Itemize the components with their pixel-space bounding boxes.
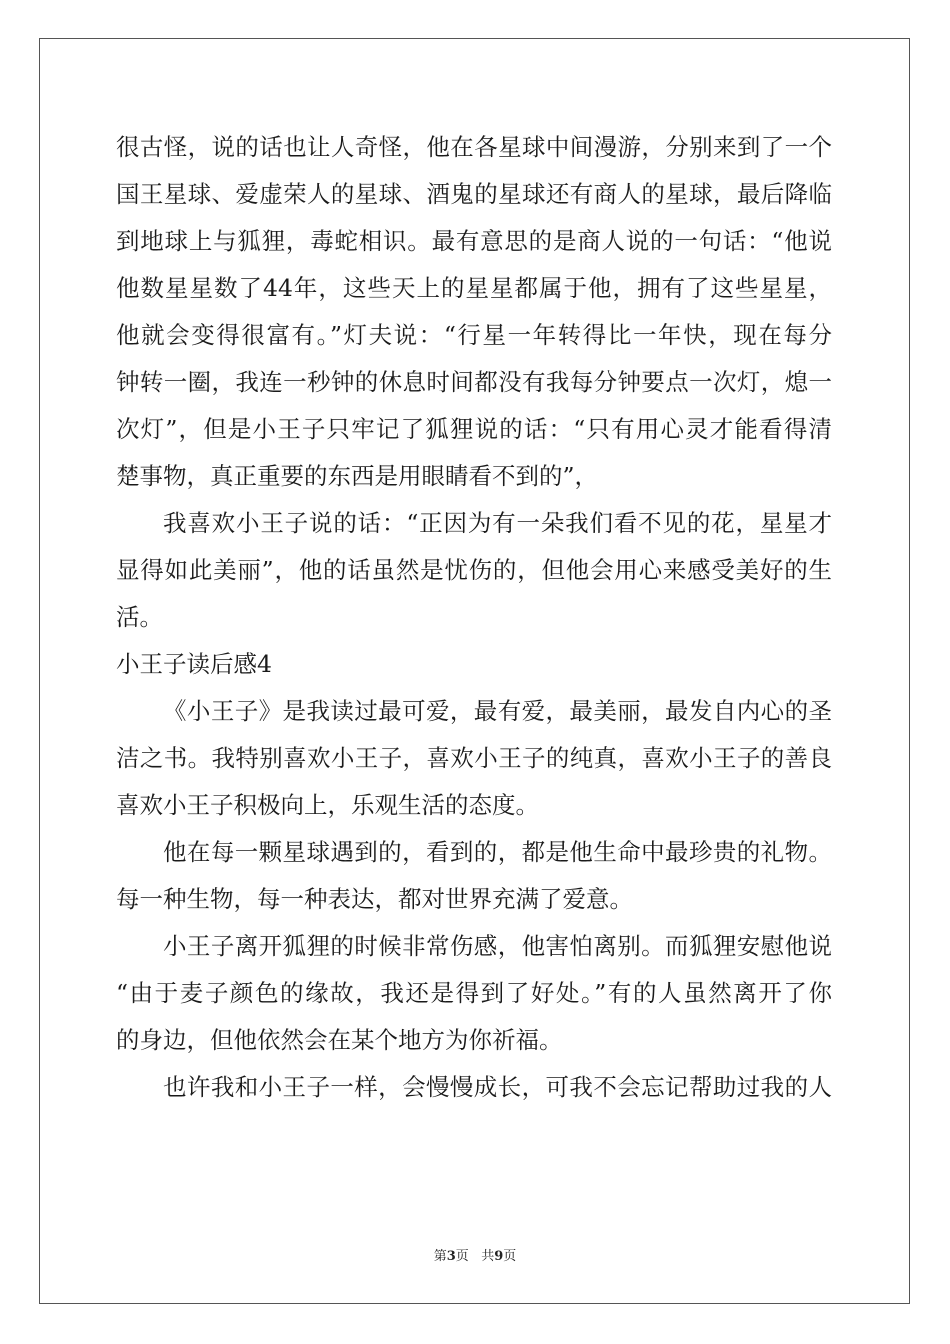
text-line: 显得如此美丽”，他的话虽然是忧伤的，但他会用心来感受美好的生 — [116, 556, 832, 584]
text-line: 次灯”，但是小王子只牢记了狐狸说的话：“只有用心灵才能看得清 — [116, 415, 832, 443]
text-line: 的身边，但他依然会在某个地方为你祈福。 — [116, 1026, 563, 1054]
text-line: 他在每一颗星球遇到的，看到的，都是他生命中最珍贵的礼物。 — [163, 838, 832, 866]
page-current: 3 — [446, 1249, 456, 1264]
text-line: 他数星星数了44年，这些天上的星星都属于他，拥有了这些星星， — [116, 274, 832, 302]
text-line: “由于麦子颜色的缘故，我还是得到了好处。”有的人虽然离开了你 — [116, 979, 832, 1007]
text-line: 我喜欢小王子说的话：“正因为有一朵我们看不见的花，星星才 — [163, 509, 832, 537]
text-line: 洁之书。我特别喜欢小王子，喜欢小王子的纯真，喜欢小王子的善良 — [116, 744, 832, 772]
section-heading: 小王子读后感4 — [116, 650, 272, 678]
text-line: 楚事物，真正重要的东西是用眼睛看不到的”， — [116, 462, 599, 490]
page-suffix: 页 — [455, 1249, 469, 1264]
document-body — [116, 124, 832, 1111]
text-line: 很古怪，说的话也让人奇怪，他在各星球中间漫游，分别来到了一个 — [116, 133, 832, 161]
text-line: 钟转一圈，我连一秒钟的休息时间都没有我每分钟要点一次灯，熄一 — [116, 368, 832, 396]
text-line: 每一种生物，每一种表达，都对世界充满了爱意。 — [116, 885, 633, 913]
text-line: 他就会变得很富有。”灯夫说：“行星一年转得比一年快，现在每分 — [116, 321, 832, 349]
page-prefix: 第 — [433, 1249, 447, 1264]
text-line: 国王星球、爱虚荣人的星球、酒鬼的星球还有商人的星球，最后降临 — [116, 180, 832, 208]
text-line: 到地球上与狐狸，毒蛇相识。最有意思的是商人说的一句话：“他说 — [116, 227, 832, 255]
text-line: 也许我和小王子一样，会慢慢成长，可我不会忘记帮助过我的人 — [163, 1073, 832, 1101]
text-line: 喜欢小王子积极向上，乐观生活的态度。 — [116, 791, 539, 819]
text-line: 小王子离开狐狸的时候非常伤感，他害怕离别。而狐狸安慰他说 — [163, 932, 832, 960]
page-footer — [0, 1248, 950, 1266]
text-line: 《小王子》是我读过最可爱，最有爱，最美丽，最发自内心的圣 — [163, 697, 832, 725]
page-total: 9 — [494, 1249, 504, 1264]
total-prefix: 共 — [481, 1249, 495, 1264]
text-line: 活。 — [116, 603, 163, 631]
total-suffix: 页 — [503, 1249, 517, 1264]
